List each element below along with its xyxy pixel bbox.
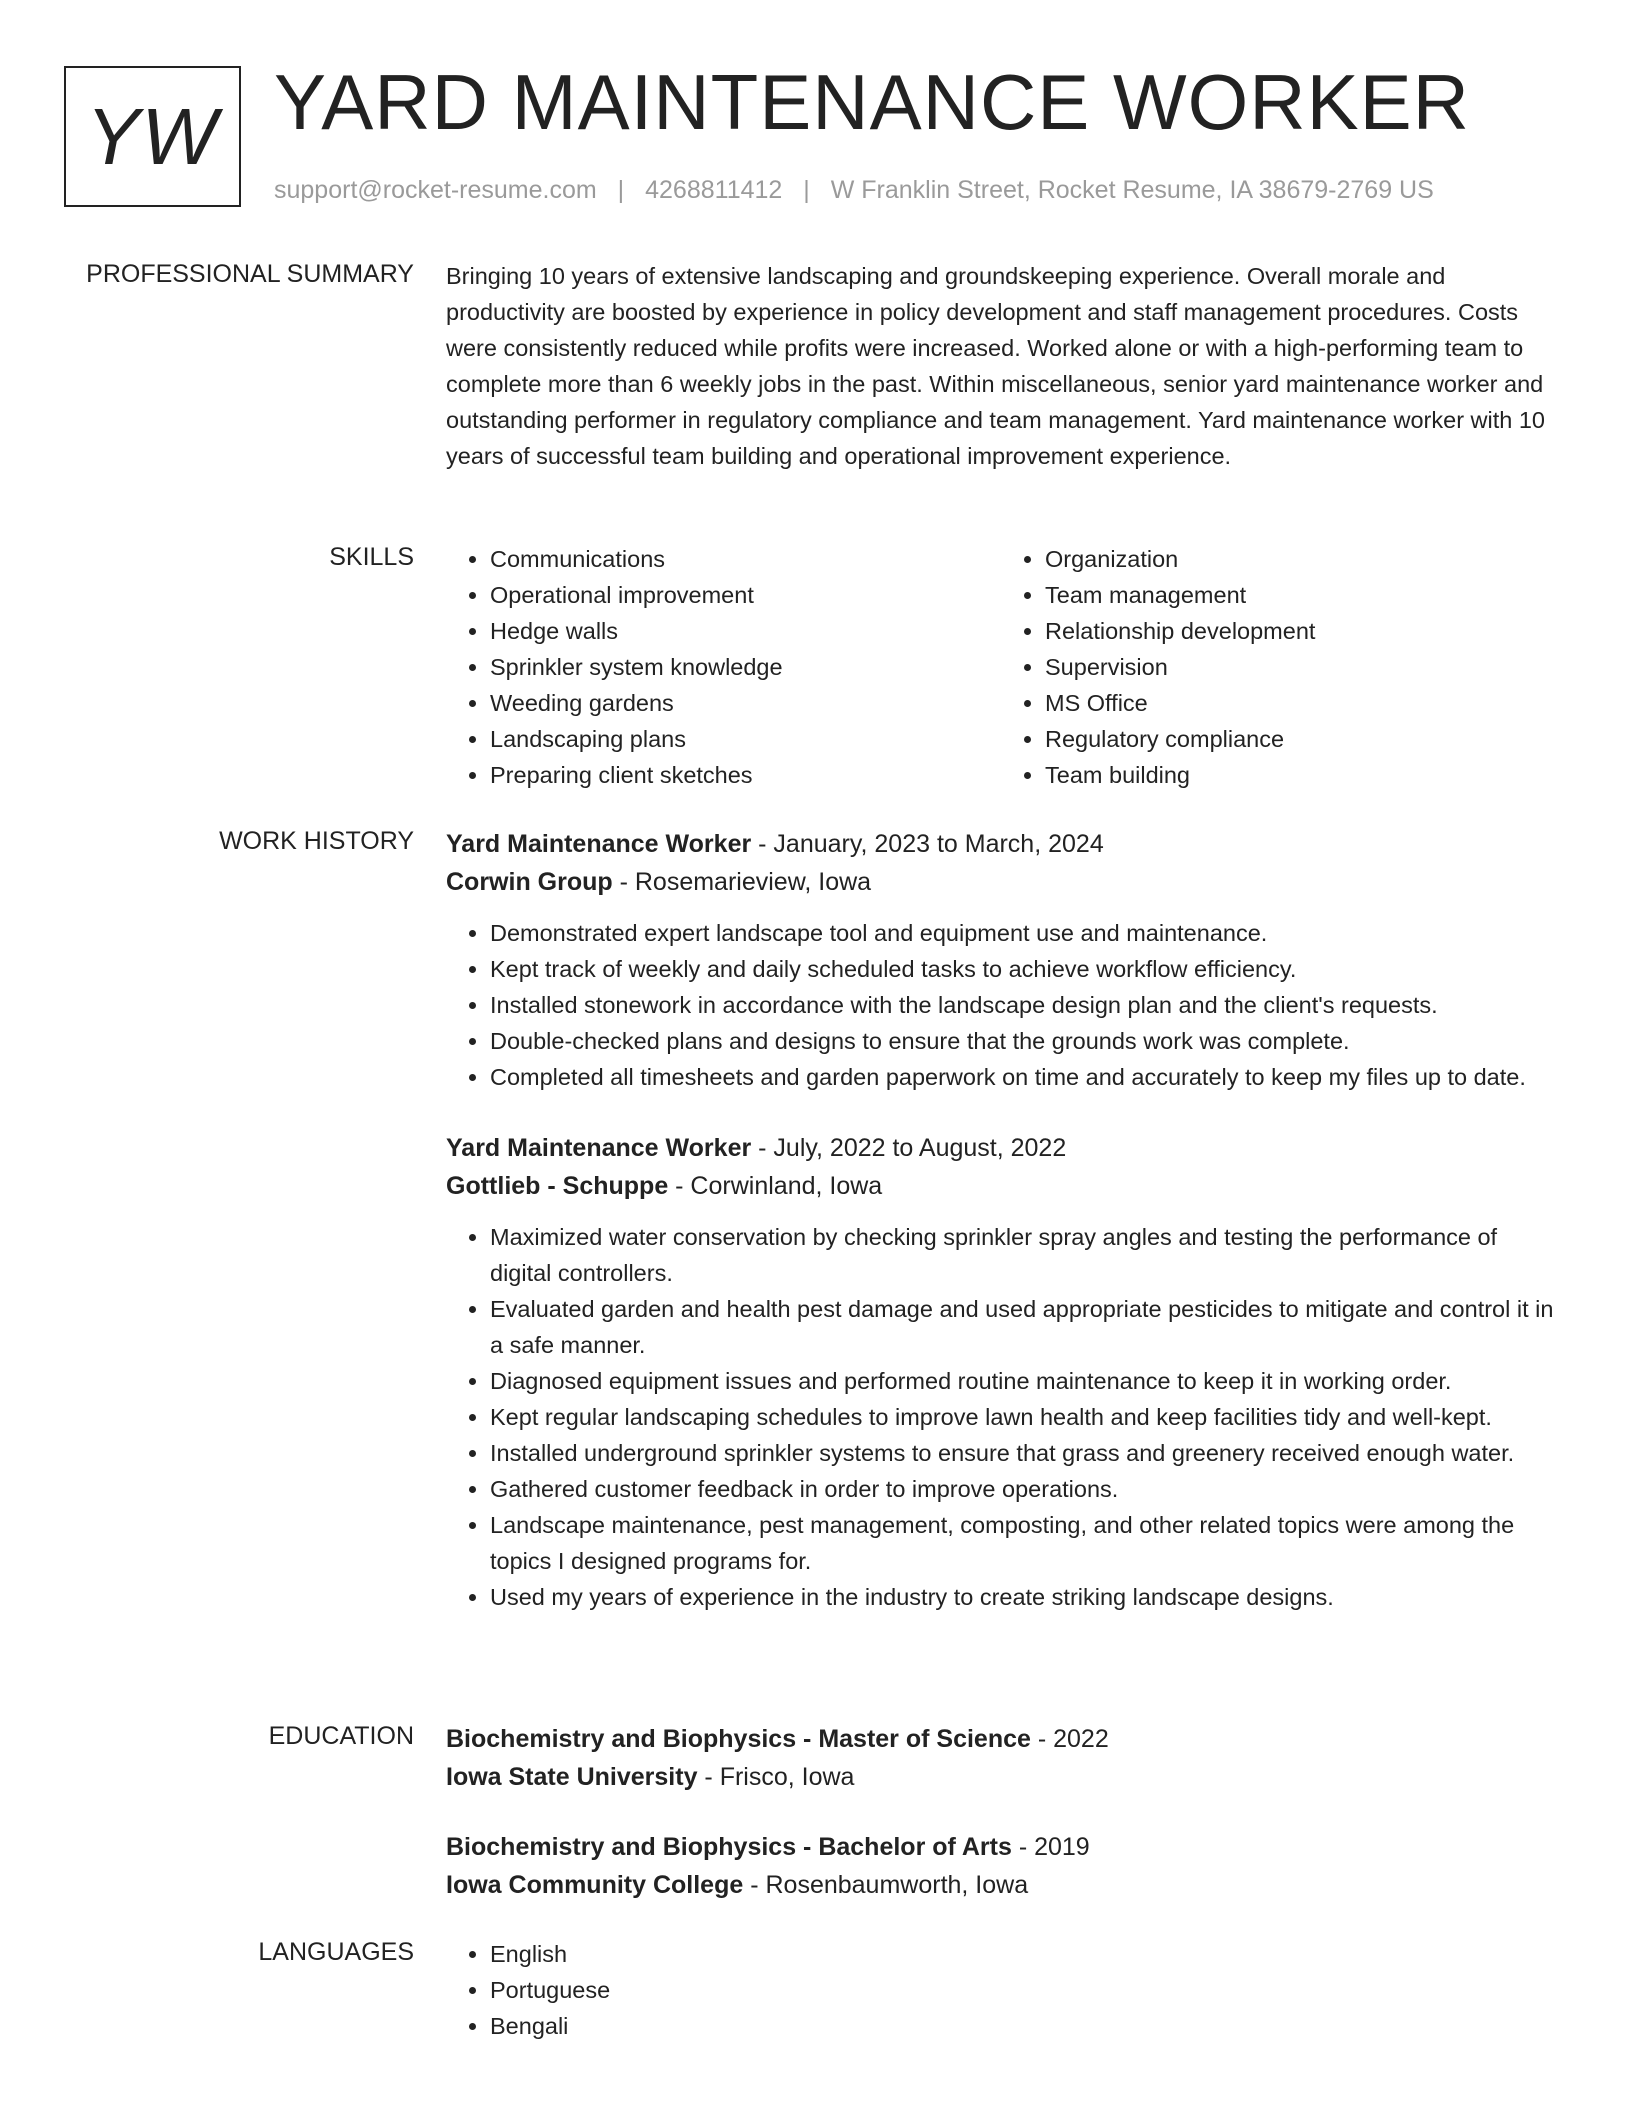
skill-item: • Preparing client sketches xyxy=(490,757,1001,793)
job-bullet: • Used my years of experience in the industry to create striking landscape designs. xyxy=(490,1579,1556,1615)
education-year: - 2019 xyxy=(1011,1833,1090,1861)
education-school-line xyxy=(446,1866,1556,1904)
skills-body xyxy=(446,541,1556,793)
job-entry xyxy=(446,1129,1556,1615)
education-entry xyxy=(446,1720,1556,1796)
contact-address: W Franklin Street, Rocket Resume, IA 38679-2769 US xyxy=(830,176,1434,204)
education-entry xyxy=(446,1828,1556,1904)
education-title: EDUCATION xyxy=(268,1722,414,1750)
skills-list-right xyxy=(1001,541,1556,793)
education-degree-line xyxy=(446,1720,1556,1758)
job-dates: - January, 2023 to March, 2024 xyxy=(751,830,1104,858)
summary-body xyxy=(446,258,1556,474)
summary-text: Bringing 10 years of extensive landscaping and groundskeeping experience. Overall morale and productivity are boosted by experience in policy development and staff management procedures. Costs were consistently reduced while profits were increased. Worked alone or with a high-performing team to complete more than 6 weekly jobs in the past. Within miscellaneous, senior yard maintenance worker and outstanding performer in regulatory compliance and team management. Yard maintenance worker with 10 years of successful team building and operational improvement experience. xyxy=(446,263,1546,469)
job-location: - Corwinland, Iowa xyxy=(668,1172,883,1200)
job-company-line xyxy=(446,1167,1556,1205)
skill-item: • Team management xyxy=(1045,577,1556,613)
language-item: • Bengali xyxy=(490,2008,1556,2044)
job-location: - Rosemarieview, Iowa xyxy=(612,868,872,896)
job-dates: - July, 2022 to August, 2022 xyxy=(751,1134,1067,1162)
skill-item: • MS Office xyxy=(1045,685,1556,721)
skill-item: • Team building xyxy=(1045,757,1556,793)
education-year: - 2022 xyxy=(1030,1725,1109,1753)
skill-item: • Organization xyxy=(1045,541,1556,577)
education-degree: Biochemistry and Biophysics - Bachelor of Arts xyxy=(446,1833,1012,1861)
job-role-line xyxy=(446,825,1556,863)
job-bullet: • Landscape maintenance, pest management, composting, and other related topics were among the topics I designed programs for. xyxy=(490,1507,1556,1579)
job-bullet: • Evaluated garden and health pest damage and used appropriate pesticides to mitigate and control it in a safe manner. xyxy=(490,1291,1556,1363)
monogram-logo: YW xyxy=(64,66,241,207)
job-bullet: • Diagnosed equipment issues and performed routine maintenance to keep it in working order. xyxy=(490,1363,1556,1399)
education-school-line xyxy=(446,1758,1556,1796)
job-role: Yard Maintenance Worker xyxy=(446,830,752,858)
language-item: • English xyxy=(490,1936,1556,1972)
job-bullet: • Kept regular landscaping schedules to improve lawn health and keep facilities tidy and well-kept. xyxy=(490,1399,1556,1435)
contact-line xyxy=(274,174,1434,206)
job-company-line xyxy=(446,863,1556,901)
skills-title: SKILLS xyxy=(329,543,414,571)
skill-item: • Hedge walls xyxy=(490,613,1001,649)
languages-title: LANGUAGES xyxy=(258,1938,414,1966)
skill-item: • Regulatory compliance xyxy=(1045,721,1556,757)
contact-phone[interactable]: 4268811412 xyxy=(645,176,783,204)
job-entry xyxy=(446,825,1556,1095)
education-school: Iowa Community College xyxy=(446,1871,744,1899)
job-role: Yard Maintenance Worker xyxy=(446,1134,752,1162)
job-role-line xyxy=(446,1129,1556,1167)
contact-separator: | xyxy=(803,176,810,204)
job-bullet: • Maximized water conservation by checking sprinkler spray angles and testing the performance of digital controllers. xyxy=(490,1219,1556,1291)
work-body xyxy=(446,825,1556,1649)
job-company: Corwin Group xyxy=(446,868,613,896)
job-bullet: • Kept track of weekly and daily scheduled tasks to achieve workflow efficiency. xyxy=(490,951,1556,987)
language-item: • Portuguese xyxy=(490,1972,1556,2008)
languages-list xyxy=(446,1936,1556,2044)
education-body xyxy=(446,1720,1556,1938)
education-degree-line xyxy=(446,1828,1556,1866)
education-location: - Frisco, Iowa xyxy=(697,1763,855,1791)
languages-body xyxy=(446,1936,1556,2044)
summary-title: PROFESSIONAL SUMMARY xyxy=(86,260,414,288)
skill-item: • Relationship development xyxy=(1045,613,1556,649)
skill-item: • Landscaping plans xyxy=(490,721,1001,757)
education-degree: Biochemistry and Biophysics - Master of Science xyxy=(446,1725,1031,1753)
job-company: Gottlieb - Schuppe xyxy=(446,1172,669,1200)
skill-item: • Sprinkler system knowledge xyxy=(490,649,1001,685)
job-bullet: • Completed all timesheets and garden paperwork on time and accurately to keep my files up to date. xyxy=(490,1059,1556,1095)
job-bullet: • Installed underground sprinkler systems to ensure that grass and greenery received enough water. xyxy=(490,1435,1556,1471)
education-school: Iowa State University xyxy=(446,1763,698,1791)
resume-name: YARD MAINTENANCE WORKER xyxy=(274,58,1470,146)
contact-separator: | xyxy=(617,176,625,204)
job-bullets xyxy=(446,915,1556,1095)
skill-item: • Operational improvement xyxy=(490,577,1001,613)
skill-item: • Supervision xyxy=(1045,649,1556,685)
job-bullet: • Demonstrated expert landscape tool and equipment use and maintenance. xyxy=(490,915,1556,951)
contact-email[interactable]: support@rocket-resume.com xyxy=(274,176,597,204)
job-bullet: • Installed stonework in accordance with the landscape design plan and the client's requests. xyxy=(490,987,1556,1023)
work-title: WORK HISTORY xyxy=(219,827,414,855)
job-bullets xyxy=(446,1219,1556,1615)
job-bullet: • Double-checked plans and designs to ensure that the grounds work was complete. xyxy=(490,1023,1556,1059)
education-location: - Rosenbaumworth, Iowa xyxy=(743,1871,1029,1899)
skills-list-left xyxy=(446,541,1001,793)
skill-item: • Communications xyxy=(490,541,1001,577)
job-bullet: • Gathered customer feedback in order to improve operations. xyxy=(490,1471,1556,1507)
skill-item: • Weeding gardens xyxy=(490,685,1001,721)
